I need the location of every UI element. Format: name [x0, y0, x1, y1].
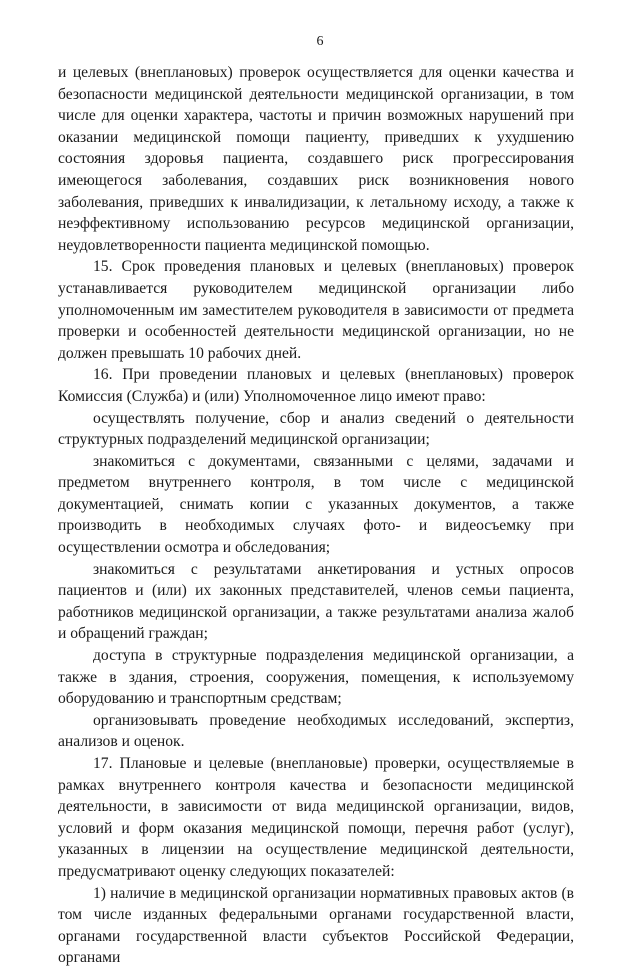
paragraph: 16. При проведении плановых и целевых (внеплановых) проверок Комиссия (Служба) и (или) Уполномоченное лицо имеют право:	[58, 366, 574, 405]
page-number: 6	[316, 34, 324, 49]
paragraph: 17. Плановые и целевые (внеплановые) проверки, осуществляемые в рамках внутреннего контроля качества и безопасности медицинской деятельности, в зависимости от вида медицинской организации, видов, условий и форм оказания медицинской помощи, перечня работ (услуг), указанных в лицензии на осуществление медицинской деятельности, предусматривают оценку следующих показателей:	[58, 755, 574, 880]
paragraph: знакомиться с результатами анкетирования и устных опросов пациентов и (или) их законных представителей, членов семьи пациента, работников медицинской организации, а также результатами анализа жалоб и обращений граждан;	[58, 560, 574, 643]
body-text	[58, 62, 574, 969]
paragraph: знакомиться с документами, связанными с целями, задачами и предметом внутреннего контроля, в том числе с медицинской документацией, снимать копии с указанных документов, а также производить в необходимых случаях фото- и видеосъемку при осуществлении осмотра и обследования;	[58, 452, 574, 557]
paragraph: организовывать проведение необходимых исследований, экспертиз, анализов и оценок.	[58, 711, 574, 751]
paragraph: 15. Срок проведения плановых и целевых (внеплановых) проверок устанавливается руководителем медицинской организации либо уполномоченным им заместителем руководителя в зависимости от предмета проверки и особенностей деятельности медицинской организации, но не должен превышать 10 рабочих дней.	[58, 258, 574, 362]
paragraph: и целевых (внеплановых) проверок осуществляется для оценки качества и безопасности медицинской деятельности медицинской организации, в том числе для оценки характера, частоты и причин возможных нарушений при оказании медицинской помощи пациенту, приведших к ухудшению состояния здоровья пациента, создавшего риск прогрессирования имеющегося заболевания, создавших риск возникновения нового заболевания, приведших к инвалидизации, к летальному исходу, а также к неэффективному использованию ресурсов медицинской организации, неудовлетворенности пациента медицинской помощью.	[58, 64, 574, 254]
paragraph: осуществлять получение, сбор и анализ сведений о деятельности структурных подразделений медицинской организации;	[58, 409, 574, 449]
paragraph: доступа в структурные подразделения медицинской организации, а также в здания, строения, сооружения, помещения, к используемому оборудованию и транспортным средствам;	[58, 647, 574, 708]
paragraph: 1) наличие в медицинской организации нормативных правовых актов (в том числе изданных федеральными органами государственной власти, органами государственной власти субъектов Российской Федерации, органами	[58, 884, 574, 967]
